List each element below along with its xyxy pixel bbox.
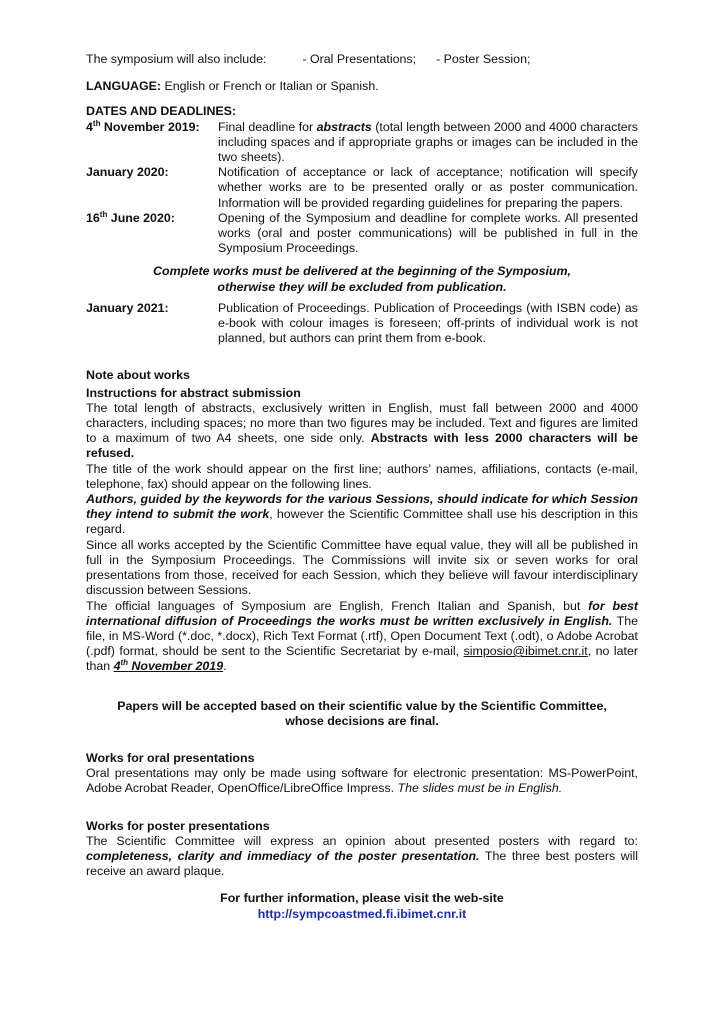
acceptance-paragraph: Since all works accepted by the Scientific Committee have equal value, they will all be published in full in the Symposium Proceedings. The Commissions will invite six or seven works for oral presentations from those, received for each Session, which they believe will favour interdisciplinary discussion between Sessions. — [86, 537, 638, 598]
deadline-description: Publication of Proceedings. Publication of Proceedings (with ISBN code) as e-book with colour images is foreseen; off-prints of individual work is not planned, but authors can print them from e-book. — [218, 300, 638, 346]
acceptance-notice: Papers will be accepted based on their scientific value by the Scientific Committee, whose decisions are final. — [117, 698, 607, 728]
deadline-row-opening — [86, 211, 638, 257]
intro-item-oral: - Oral Presentations; — [302, 52, 417, 66]
session-paragraph: Authors, guided by the keywords for the various Sessions, should indicate for which Session they intend to submit the work, however the Scientific Committee shall use his description in this regard. — [86, 492, 638, 537]
deadline-date: 4th November 2019: — [86, 118, 200, 134]
deadline-row-notification — [86, 165, 638, 211]
oral-paragraph: Oral presentations may only be made using software for electronic presentation: MS-PowerPoint, Adobe Acrobat Reader, OpenOffice/LibreOffice Impress. The slides must be in English. — [86, 766, 638, 796]
complete-works-notice: Complete works must be delivered at the beginning of the Symposium, otherwise they will be excluded from publication. — [153, 264, 571, 294]
deadline-row-publication — [86, 301, 638, 347]
poster-paragraph: The Scientific Committee will express an opinion about presented posters with regard to: completeness, clarity and immediacy of the poster presentation. The three best posters will receive an award plaque. — [86, 833, 639, 879]
deadline-description: Final deadline for abstracts (total length between 2000 and 4000 characters including spaces and if appropriate graphs or images can be included in the two sheets). — [218, 119, 639, 165]
website-line — [86, 907, 638, 922]
title-paragraph: The title of the work should appear on the first line; authors’ names, affiliations, contacts (e-mail, telephone, fax) should appear on the following lines. — [86, 461, 638, 491]
intro-line — [86, 52, 638, 67]
deadline-row-abstracts — [86, 120, 638, 166]
dates-heading: DATES AND DEADLINES: — [86, 104, 237, 119]
abstract-length-paragraph: The total length of abstracts, exclusively written in English, must fall between 2000 and 4000 characters, including spaces; no more than two figures may be included. Text and figures are limited to a maximum of two A4 sheets, one side only. Abstracts with less 2000 characters will be refused. — [86, 400, 638, 461]
language-label: LANGUAGE: — [86, 79, 162, 94]
deadline-description: Opening of the Symposium and deadline for complete works. All presented works (oral and poster communications) will be published in full in the Symposium Proceedings. — [218, 210, 638, 256]
intro-text: The symposium will also include: — [86, 52, 267, 66]
oral-heading: Works for oral presentations — [86, 750, 255, 765]
instructions-heading: Instructions for abstract submission — [86, 385, 301, 400]
languages-paragraph: The official languages of Symposium are English, French Italian and Spanish, but for best international diffusion of Proceedings the works must be written exclusively in English. The file, in MS-Word (*.doc, *.docx), Rich Text Format (.rtf), Open Document Text (.odt), o Adobe Acrobat (.pdf) format, should be sent to the Scientific Secretariat by e-mail, simposio@ibimet.cnr.it, no later than 4th November 2019. — [86, 598, 638, 674]
note-heading: Note about works — [86, 368, 190, 383]
language-value: English or French or Italian or Spanish. — [164, 79, 379, 94]
intro-item-poster: - Poster Session; — [436, 52, 531, 66]
deadline-date: 16th June 2020: — [86, 209, 175, 225]
further-info-line: For further information, please visit the web-site — [220, 891, 504, 906]
document-page — [86, 52, 638, 922]
poster-heading: Works for poster presentations — [86, 818, 270, 833]
website-link[interactable]: http://sympcoastmed.fi.ibimet.cnr.it — [257, 906, 467, 921]
deadline-date: January 2020: — [86, 165, 169, 180]
language-line — [86, 79, 638, 94]
email-link[interactable]: simposio@ibimet.cnr.it — [463, 644, 588, 659]
abstract-deadline: 4th November 2019 — [113, 658, 224, 674]
deadline-date: January 2021: — [86, 300, 169, 315]
deadline-description: Notification of acceptance or lack of acceptance; notification will specify whether works are to be presented orally or as poster communication. Information will be provided regarding guidelines for preparing the papers. — [218, 165, 638, 210]
